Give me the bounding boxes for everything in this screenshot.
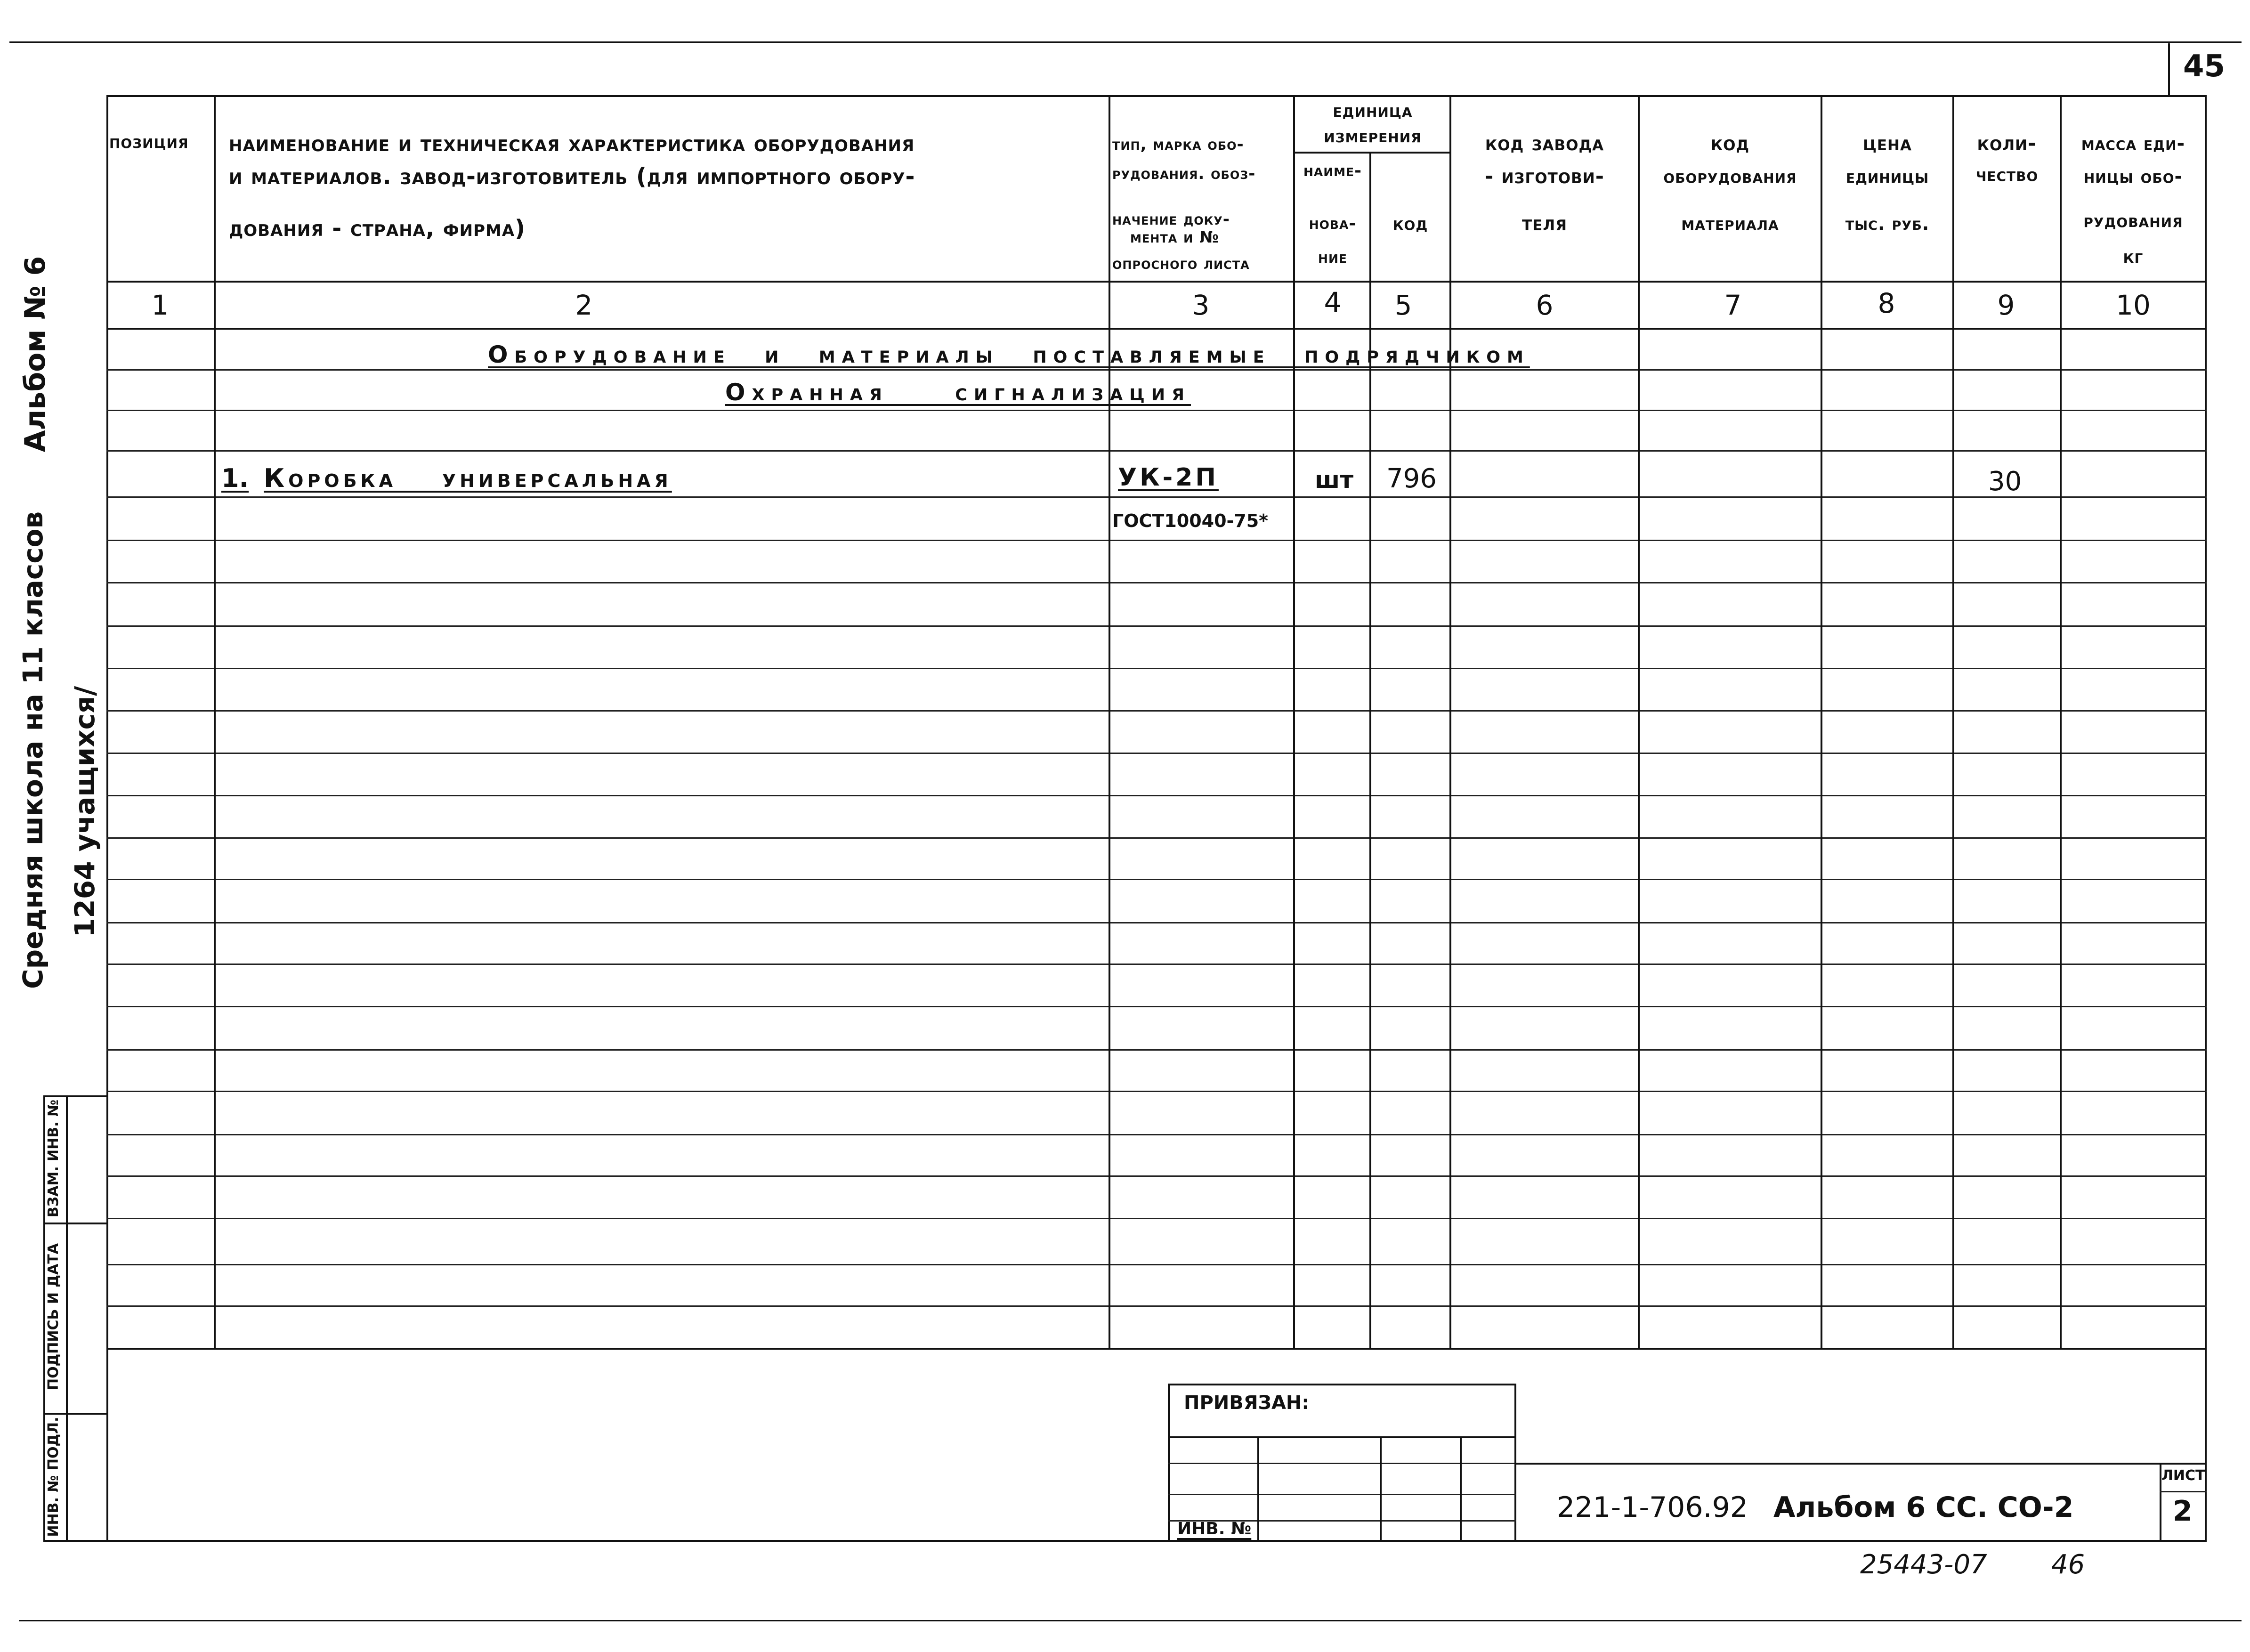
row-line [106,1218,2207,1219]
header-unit-group-line1: единица [1333,100,1413,121]
row-line [106,540,2207,541]
stamp-box-split2 [43,1413,108,1415]
row-line [106,410,2207,411]
header-mass-line1: масса еди- [2081,133,2185,154]
row-line [106,1305,2207,1307]
row-line [106,710,2207,712]
col-line [1449,95,1451,1350]
col-line [1109,95,1110,1350]
frame-left [106,95,108,1542]
attached-box-top [1168,1384,1516,1385]
doc-code: 221-1-706.92 [1557,1491,1748,1524]
header-price-line3: тыс. руб. [1845,213,1930,234]
col-number-1: 1 [151,289,169,321]
top-edge-line [9,41,2242,43]
col-line [1638,95,1640,1350]
attached-box-left [1168,1384,1170,1541]
header-factory-code-line3: теля [1522,211,1567,235]
header-position: позиция [109,131,189,153]
header-type-line2: рудования. обоз- [1112,164,1256,183]
row-line [106,837,2207,839]
row-type: УК-2П [1118,463,1219,492]
col-number-4: 4 [1324,286,1342,318]
row-line [106,1264,2207,1265]
col-number-2: 2 [575,289,593,321]
album-reference: Альбом 6 СС. СО-2 [1773,1491,2074,1524]
header-type-line5: опросного листа [1112,254,1250,273]
attached-box-line1 [1168,1436,1516,1438]
header-equipment-code-line3: материала [1681,213,1779,235]
corner-sheet-number: 45 [2183,49,2226,84]
stamp-box-mid [66,1095,68,1542]
row-unit-code: 796 [1386,463,1437,494]
frame-right [2205,95,2207,1542]
header-type-line4: мента и № [1130,228,1219,247]
header-mass-line3: рудования [2083,210,2183,232]
section-title: Оборудование и материалы поставляемые подрядчиком [488,341,1530,368]
header-qty-line2: чество [1975,164,2039,186]
inv-no-label: ИНВ. № [1177,1519,1252,1539]
header-price-line2: единицы [1845,166,1929,187]
doc-code-top-line [1514,1463,2207,1465]
header-bottom-line [106,281,2207,283]
attached-box-col1 [1257,1436,1259,1542]
stamp-signature-date: ПОДПИСЬ И ДАТА [45,1243,62,1391]
corner-box-line [2168,43,2170,95]
row-line [106,795,2207,796]
row-line [106,582,2207,583]
stamp-replaced-inv: ВЗАМ. ИНВ. № [45,1099,62,1218]
row-qty: 30 [1988,466,2022,497]
col-number-5: 5 [1394,289,1412,321]
sheet-label: ЛИСТ [2161,1467,2205,1484]
row-unit: шт [1315,466,1354,494]
row-line [106,1175,2207,1177]
header-unit-name-line1: наиме- [1303,161,1362,180]
header-type-line1: тип, марка обо- [1112,135,1244,154]
stamp-inv-original: ИНВ. № ПОДЛ. [45,1417,62,1537]
header-name-line3: дования - страна, фирма) [229,215,526,242]
project-line1: Средняя школа на 11 классов [17,511,49,989]
header-unit-name-line2: нова- [1309,214,1357,233]
col-line [2060,95,2062,1350]
col-number-6: 6 [1536,289,1554,321]
archive-number: 25443-07 [1860,1549,1987,1580]
sheet-box-split [2160,1491,2207,1492]
row-line [106,1091,2207,1092]
sheet-number: 2 [2173,1495,2193,1528]
col-line [1369,152,1371,1350]
table-end-line [106,1348,2207,1350]
header-unit-name-line3: ние [1318,248,1347,267]
row-line [106,1049,2207,1051]
attached-box-line2 [1168,1463,1516,1464]
row-line [106,753,2207,754]
attached-label: ПРИВЯЗАН: [1184,1392,1310,1414]
row-line [106,879,2207,880]
attached-box-right [1514,1384,1516,1541]
frame-top [106,95,2207,97]
row-line [106,625,2207,627]
header-equipment-code-line1: код [1710,131,1750,155]
bottom-edge-line [19,1620,2242,1621]
col-number-3: 3 [1192,289,1210,321]
row-line [106,1006,2207,1007]
album-label: Альбом № 6 [19,256,52,452]
numbers-bottom-line [106,328,2207,330]
project-line2: 1264 учащихся/ [69,686,101,937]
header-factory-code-line1: код завода [1485,131,1604,155]
header-mass-line4: кг [2123,246,2144,267]
header-unit-group-line2: измерения [1324,125,1422,147]
header-name-line1: наименование и техническая характеристика оборудования [229,130,915,157]
row-line [106,922,2207,923]
attached-box-col3 [1460,1436,1462,1542]
header-mass-line2: ницы обо- [2083,166,2183,187]
col-line [1821,95,1822,1350]
attached-box-line3 [1168,1494,1516,1495]
row-line [106,1134,2207,1135]
subsection-title: Охранная сигнализация [725,379,1191,406]
col-number-7: 7 [1724,289,1742,321]
row-line [106,496,2207,498]
page-number: 46 [2051,1549,2085,1580]
row-line [106,369,2207,371]
col-number-8: 8 [1878,287,1895,319]
col-number-9: 9 [1997,289,2015,321]
row-name: Коробка универсальная [264,463,672,493]
col-number-10: 10 [2116,289,2151,321]
header-unit-code: код [1392,213,1428,235]
header-equipment-code-line2: оборудования [1663,166,1797,187]
row-type-doc: ГОСТ10040-75* [1112,510,1269,531]
header-name-line2: и материалов. завод-изготовитель (для импортного обору- [229,163,915,190]
attached-box-col2 [1380,1436,1382,1542]
header-type-line3: начение доку- [1112,210,1230,229]
row-line [106,450,2207,452]
header-factory-code-line2: - изготови- [1485,164,1604,188]
col-line [1293,95,1295,1350]
col-line [214,95,216,1350]
row-line [106,668,2207,669]
header-qty-line1: коли- [1977,131,2037,155]
col-line [1952,95,1954,1350]
frame-bottom [43,1540,2207,1542]
row-position: 1. [221,463,249,493]
unit-group-line [1293,152,1450,154]
row-line [106,964,2207,965]
header-price-line1: цена [1863,131,1912,155]
